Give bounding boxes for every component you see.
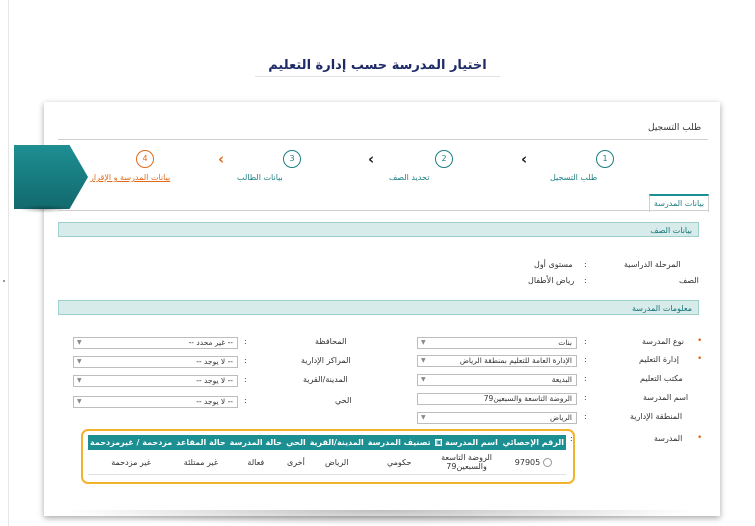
- governorate-label: المحافظة: [315, 337, 347, 346]
- required-marker: •: [697, 336, 703, 346]
- colon: :: [244, 337, 247, 346]
- edu-admin-select[interactable]: ▼ الإدارة العامة للتعليم بمنطقة الرياض: [417, 355, 577, 367]
- governorate-select[interactable]: ▼ -- غير محدد --: [73, 337, 238, 349]
- step-number-circle: 1: [596, 150, 614, 168]
- chevron-left-icon: ‹: [368, 150, 375, 168]
- dropdown-arrow-icon: ▼: [77, 339, 82, 346]
- stage-value: مستوى أول: [534, 260, 573, 269]
- colon: :: [584, 355, 587, 364]
- dropdown-arrow-icon: ▼: [421, 376, 426, 383]
- step-number-circle: 4: [136, 150, 154, 168]
- colon: :: [584, 276, 587, 285]
- dropdown-arrow-icon: ▼: [421, 357, 426, 364]
- required-marker: •: [697, 433, 703, 443]
- wizard-step-1[interactable]: [550, 150, 660, 182]
- col-header-stat-no[interactable]: الرقم الإحصائي: [501, 435, 566, 450]
- cell-district: أخرى: [284, 450, 308, 475]
- step-label: تحديد الصف: [389, 173, 430, 182]
- col-header-district[interactable]: الحي: [284, 435, 308, 450]
- col-header-city[interactable]: المدينة/القرية: [308, 435, 366, 450]
- sort-icon[interactable]: ▣: [435, 439, 442, 446]
- city-village-label: المدينة/القرية: [303, 375, 348, 384]
- colon: :: [584, 374, 587, 383]
- page-heading: اختيار المدرسة حسب إدارة التعليم: [268, 58, 487, 73]
- school-name-input[interactable]: الروضة التاسعة والسبعين79: [417, 393, 577, 405]
- school-section-header: معلومات المدرسة: [58, 300, 699, 315]
- cell-city: الرياض: [308, 450, 366, 475]
- colon: :: [570, 434, 573, 443]
- school-type-select[interactable]: ▼ بنات: [417, 337, 577, 349]
- dropdown-arrow-icon: ▼: [421, 414, 426, 421]
- col-header-crowded[interactable]: مزدحمة / غيرمزدحمة: [88, 435, 174, 450]
- col-header-seats[interactable]: حالة المقاعد: [174, 435, 227, 450]
- select-radio[interactable]: [543, 458, 552, 467]
- col-header-classification[interactable]: تصنيف المدرسة: [366, 435, 433, 450]
- cell-status: فعالة: [228, 450, 284, 475]
- step-label: بيانات المدرسة و الإقرار: [90, 173, 171, 182]
- card-shadow: [60, 510, 700, 526]
- colon: :: [244, 356, 247, 365]
- colon: :: [584, 260, 587, 269]
- colon: :: [584, 337, 587, 346]
- left-divider: [8, 0, 9, 526]
- dropdown-arrow-icon: ▼: [77, 358, 82, 365]
- school-label: المدرسة: [654, 434, 683, 443]
- cell-stat-no: 97905: [501, 450, 566, 475]
- tab-school-data[interactable]: بيانات المدرسة: [649, 194, 709, 212]
- wizard-step-4[interactable]: [90, 150, 200, 182]
- school-grid: [88, 435, 566, 475]
- card-title: طلب التسجيل: [648, 123, 702, 133]
- cell-classification: حكومي: [366, 450, 433, 475]
- district-select[interactable]: ▼ -- لا يوجد --: [73, 396, 238, 408]
- chevron-left-icon: ‹: [521, 150, 528, 168]
- chevron-left-icon: ‹: [218, 150, 225, 168]
- required-marker: •: [697, 354, 703, 364]
- step-label: طلب التسجيل: [550, 173, 598, 182]
- teal-arrow-shadow: [18, 205, 70, 213]
- edu-office-label: مكتب التعليم: [640, 374, 683, 383]
- decorative-dot: [3, 280, 5, 282]
- edu-office-select[interactable]: ▼ البديعة: [417, 374, 577, 386]
- cell-crowded: غير مزدحمة: [88, 450, 174, 475]
- colon: :: [244, 396, 247, 405]
- heading-divider: [255, 76, 500, 77]
- district-label: الحي: [335, 396, 352, 405]
- edu-admin-label: إدارة التعليم: [639, 355, 679, 364]
- city-village-select[interactable]: ▼ -- لا يوجد --: [73, 375, 238, 387]
- colon: :: [244, 375, 247, 384]
- grade-value: رياض الأطفال: [528, 276, 575, 285]
- dropdown-arrow-icon: ▼: [77, 377, 82, 384]
- admin-region-label: المنطقة الإدارية: [630, 412, 683, 421]
- step-label: بيانات الطالب: [237, 173, 283, 182]
- colon: :: [584, 412, 587, 421]
- admin-region-select[interactable]: ▼ الرياض: [417, 412, 577, 424]
- col-header-status[interactable]: حالة المدرسة: [228, 435, 284, 450]
- wizard-step-3[interactable]: [237, 150, 347, 182]
- stage-label: المرحلة الدراسية: [624, 260, 681, 269]
- dropdown-arrow-icon: ▼: [421, 339, 426, 346]
- admin-centers-select[interactable]: ▼ -- لا يوجد --: [73, 356, 238, 368]
- colon: :: [584, 393, 587, 402]
- tab-divider: [58, 210, 708, 211]
- dropdown-arrow-icon: ▼: [77, 398, 82, 405]
- grid-header-row: [88, 435, 566, 450]
- wizard-step-2[interactable]: [389, 150, 499, 182]
- step-number-circle: 3: [283, 150, 301, 168]
- school-name-label: اسم المدرسة: [643, 393, 689, 402]
- class-section-header: بيانات الصف: [58, 222, 699, 237]
- step-number-circle: 2: [435, 150, 453, 168]
- grade-label: الصف: [679, 276, 699, 285]
- cell-seats: غير ممتلئة: [174, 450, 227, 475]
- table-row[interactable]: [88, 450, 566, 475]
- card-title-divider: [58, 139, 708, 140]
- col-header-school-name[interactable]: اسم المدرسة ▣: [433, 435, 501, 450]
- cell-school-name: الروضة التاسعة والسبعين79: [433, 450, 501, 475]
- admin-centers-label: المراكز الإدارية: [301, 356, 351, 365]
- school-type-label: نوع المدرسة: [642, 337, 685, 346]
